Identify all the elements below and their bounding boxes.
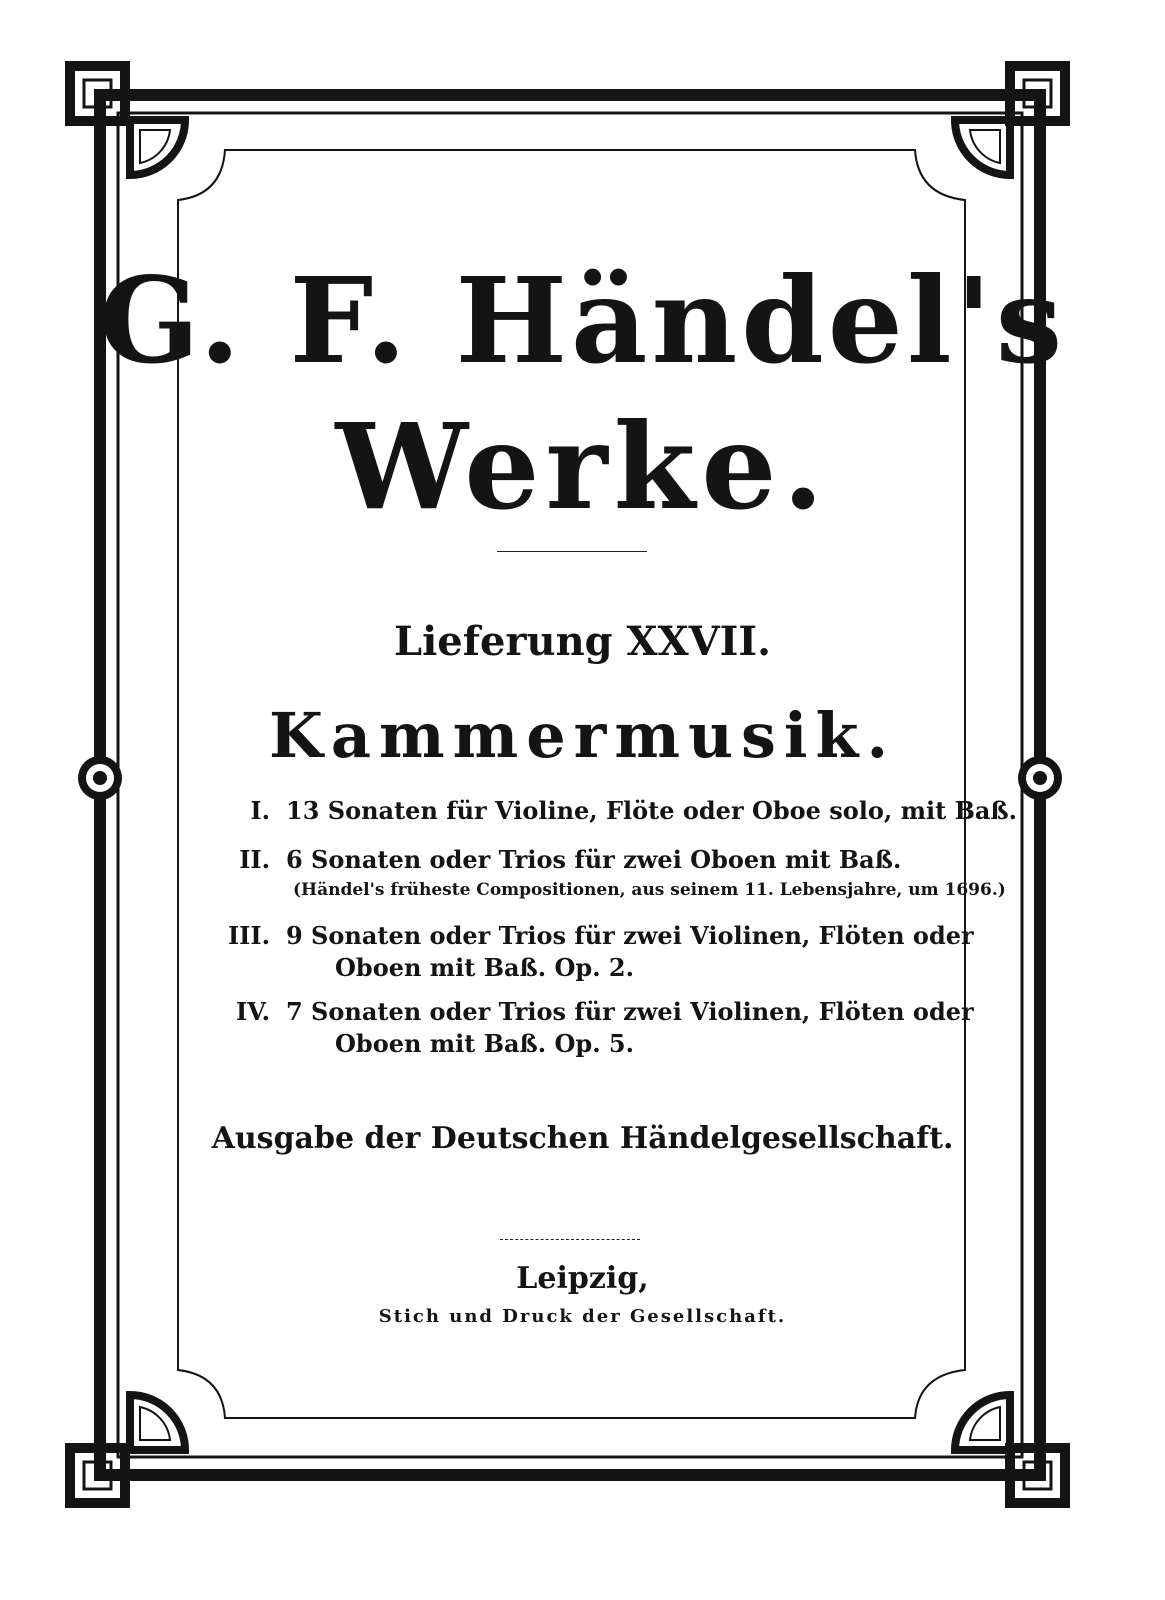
title-divider bbox=[497, 551, 647, 552]
work-item-4-continued: Oboen mit Baß. Op. 5. bbox=[335, 1029, 634, 1058]
work-note: (Händel's früheste Compositionen, aus seinem 11. Lebensjahre, um 1696.) bbox=[293, 880, 1006, 900]
work-item-3-continued: Oboen mit Baß. Op. 2. bbox=[335, 953, 634, 982]
work-number: I. bbox=[250, 796, 270, 825]
corner-ornament-top-right bbox=[955, 66, 1065, 175]
imprint-printer: Stich und Druck der Gesellschaft. bbox=[378, 1306, 787, 1327]
work-text: 13 Sonaten für Violine, Flöte oder Oboe solo, mit Baß. bbox=[286, 796, 1018, 825]
imprint-divider bbox=[500, 1239, 640, 1240]
title-werke: Werke. bbox=[335, 397, 830, 536]
corner-ornament-top-left bbox=[70, 66, 185, 175]
imprint-place: Leipzig, bbox=[516, 1261, 649, 1296]
work-text: 7 Sonaten oder Trios für zwei Violinen, Flöten oder bbox=[286, 997, 974, 1026]
corner-ornament-bottom-right bbox=[955, 1395, 1065, 1503]
edition-line: Ausgabe der Deutschen Händelgesellschaft. bbox=[211, 1121, 954, 1156]
work-text: 9 Sonaten oder Trios für zwei Violinen, Flöten oder bbox=[286, 921, 974, 950]
corner-ornament-bottom-left bbox=[70, 1395, 185, 1503]
work-number: III. bbox=[227, 921, 270, 950]
work-number: II. bbox=[239, 845, 270, 874]
section-title: Kammermusik. bbox=[268, 699, 897, 772]
lieferung-heading: Lieferung XXVII. bbox=[393, 618, 771, 665]
work-number: IV. bbox=[235, 997, 270, 1026]
work-text: 6 Sonaten oder Trios für zwei Oboen mit Baß. bbox=[286, 845, 902, 874]
title-composer: G. F. Händel's bbox=[98, 251, 1067, 390]
